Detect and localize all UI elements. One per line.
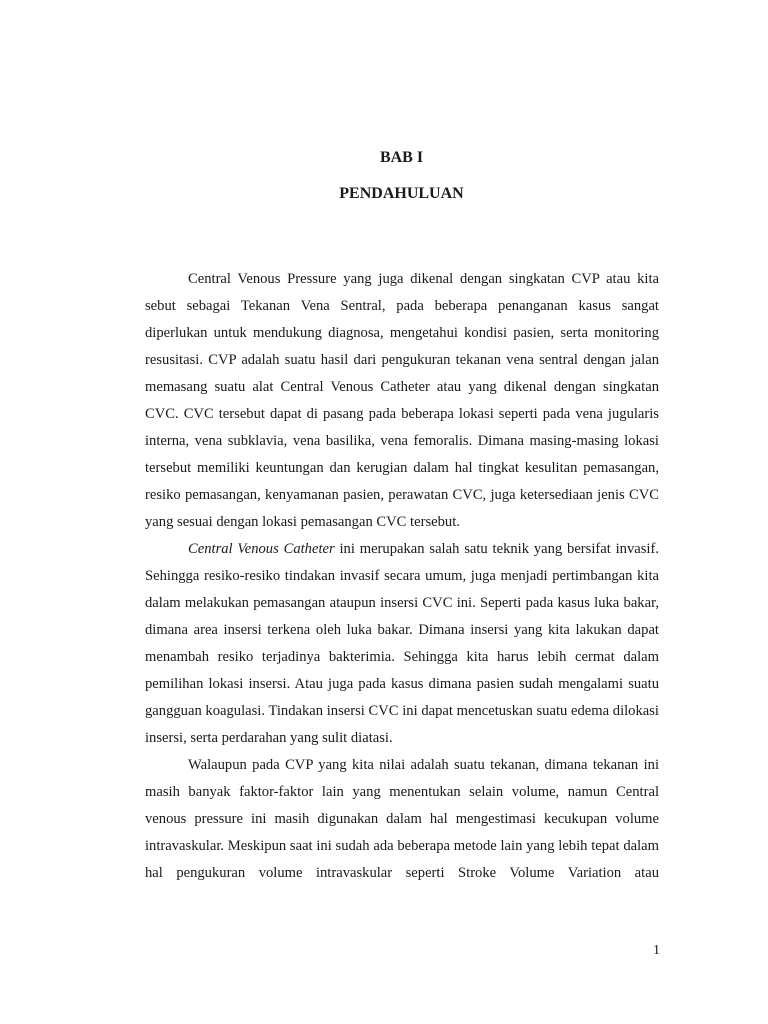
chapter-number: BAB I bbox=[379, 149, 424, 166]
body-text bbox=[145, 266, 659, 887]
paragraph-2 bbox=[145, 536, 659, 752]
chapter-title: PENDAHULUAN bbox=[339, 185, 464, 202]
paragraph-3 bbox=[145, 752, 659, 887]
paragraph-1 bbox=[145, 266, 659, 536]
text-segment: ini merupakan salah satu teknik yang bersifat invasif. Sehingga resiko-resiko tindakan invasif secara umum, juga menjadi pertimbangan kita dalam melakukan pemasangan ataupun insersi CVC ini. Seperti pada kasus luka bakar, dimana area insersi terkena oleh luka bakar. Dimana insersi yang kita lakukan dapat menambah resiko terjadinya bakterimia. Sehingga kita harus lebih cermat dalam pemilihan lokasi insersi. Atau juga pada kasus dimana pasien sudah mengalami suatu gangguan koagulasi. Tindakan insersi CVC ini dapat mencetuskan suatu edema dilokasi insersi, serta perdarahan yang sulit diatasi. bbox=[145, 541, 659, 746]
text-segment: Walaupun pada CVP yang kita nilai adalah suatu tekanan, dimana tekanan ini masih banyak faktor-faktor lain yang menentukan selain volume, namun Central venous pressure ini masih digunakan dalam hal mengestimasi kecukupan volume intravaskular. Meskipun saat ini sudah ada beberapa metode lain yang lebih tepat dalam hal pengukuran volume intravaskular seperti Stroke Volume Variation atau bbox=[145, 757, 659, 881]
italic-term: Central Venous Catheter bbox=[188, 541, 335, 557]
chapter-heading bbox=[0, 148, 768, 204]
text-segment: Central Venous Pressure yang juga dikenal dengan singkatan CVP atau kita sebut sebagai Tekanan Vena Sentral, pada beberapa penanganan kasus sangat diperlukan untuk mendukung diagnosa, mengetahui kondisi pasien, serta monitoring resusitasi. CVP adalah suatu hasil dari pengukuran tekanan vena sentral dengan jalan memasang suatu alat Central Venous Catheter atau yang dikenal dengan singkatan CVC. CVC tersebut dapat di pasang pada beberapa lokasi seperti pada vena jugularis interna, vena subklavia, vena basilika, vena femoralis. Dimana masing-masing lokasi tersebut memiliki keuntungan dan kerugian dalam hal tingkat kesulitan pemasangan, resiko pemasangan, kenyamanan pasien, perawatan CVC, juga ketersediaan jenis CVC yang sesuai dengan lokasi pemasangan CVC tersebut. bbox=[145, 271, 659, 530]
page-number: 1 bbox=[653, 943, 660, 958]
